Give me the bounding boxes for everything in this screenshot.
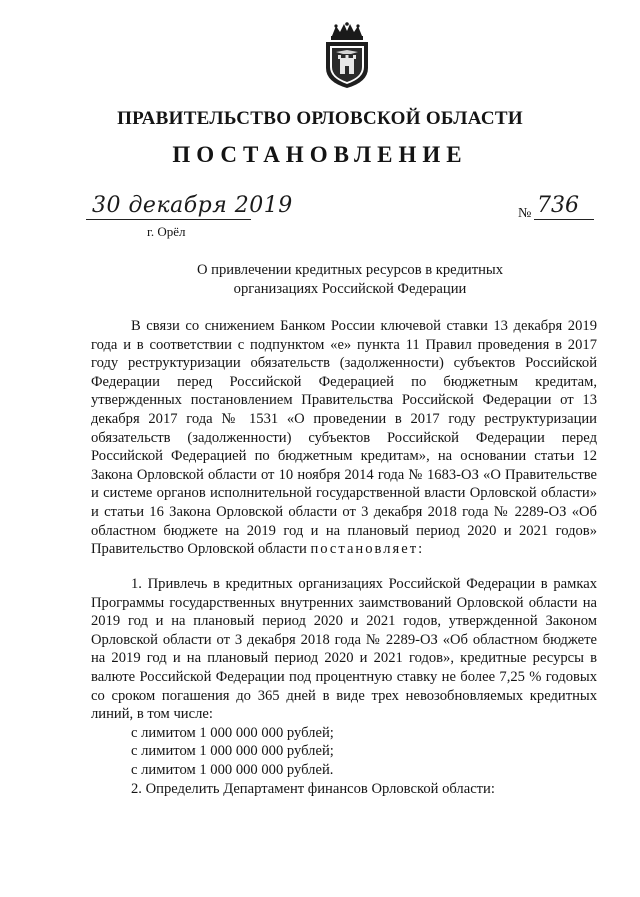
- subject-heading: [150, 261, 550, 299]
- preamble-text: В связи со снижением Банком России ключевой ставки 13 декабря 2019 года и в соответствии с подпунктом «е» пункта 11 Правил проведения в 2017 году реструктуризации обязательств (задолженности) субъектов Российской Федерации перед Российской Федерацией по бюджетным кредитам, утвержденных постановлением Правительства Российской Федерации от 13 декабря 2017 года № 1531 «О проведении в 2017 году реструктуризации обязательств (задолженности) субъектов Российской Федерации перед Российской Федерацией по бюджетным кредитам», на основании статьи 12 Закона Орловской области от 10 ноября 2014 года № 1683-ОЗ «О Правительстве и системе органов исполнительной государственной власти Орловской области» и статьи 16 Закона Орловской области от 3 декабря 2018 года № 2289-ОЗ «Об областном бюджете на 2019 год и на плановый период 2020 и 2021 годов» Правительство Орловской области: [91, 318, 597, 558]
- subject-line-1: О привлечении кредитных ресурсов в кредитных: [196, 262, 503, 278]
- document-type: ПОСТАНОВЛЕНИЕ: [172, 142, 468, 167]
- limit-line: с лимитом 1 000 000 000 рублей;: [131, 743, 334, 760]
- date-underline: [86, 219, 251, 220]
- limit-line: с лимитом 1 000 000 000 рублей.: [131, 761, 334, 778]
- number-sign: №: [518, 206, 532, 221]
- subject-line-2: организациях Российской Федерации: [233, 281, 467, 297]
- resolution-items: [91, 575, 597, 798]
- limit-line: с лимитом 1 000 000 000 рублей;: [131, 724, 334, 741]
- preamble-paragraph: [91, 317, 597, 559]
- government-title: ПРАВИТЕЛЬСТВО ОРЛОВСКОЙ ОБЛАСТИ: [117, 108, 523, 129]
- number-underline: [534, 219, 594, 220]
- coat-of-arms-emblem: [318, 22, 376, 90]
- handwritten-number: 736: [537, 193, 579, 218]
- resolves-word: постановляет:: [310, 541, 425, 558]
- item-1-text: 1. Привлечь в кредитных организациях Российской Федерации в рамках Программы государственных внутренних заимствований Орловской области на 2019 год и на плановый период 2020 и 2021 годов, утвержденной Законом Орловской области от 3 декабря 2018 года № 2289-ОЗ «Об областном бюджете на 2019 год и на плановый период 2020 и 2021 годов», кредитные ресурсы в валюте Российской Федерации под процентную ставку не более 7,25 % годовых со сроком погашения до 365 дней в виде трех невозобновляемых кредитных линий, в том числе:: [91, 576, 597, 723]
- item-2-text: 2. Определить Департамент финансов Орловской области:: [131, 780, 495, 797]
- handwritten-date: 30 декабря 2019: [92, 193, 293, 218]
- city: г. Орёл: [147, 224, 186, 239]
